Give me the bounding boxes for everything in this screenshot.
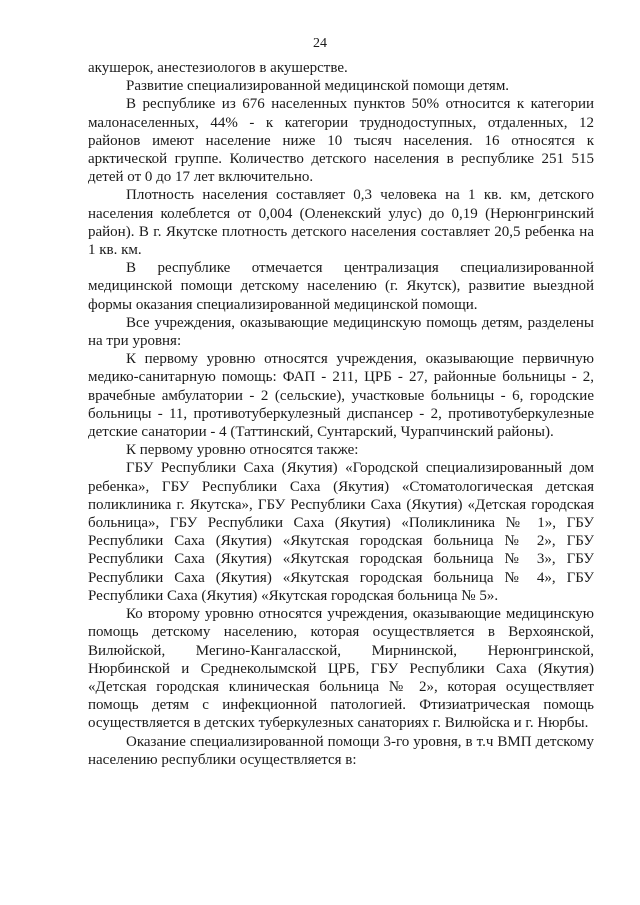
paragraph-first-level-also: К первому уровню относятся также: — [126, 442, 359, 459]
page-number: 24 — [313, 36, 327, 51]
paragraph-continuation: акушерок, анестезиологов в акушерстве. — [88, 60, 348, 76]
document-body — [88, 59, 594, 769]
paragraph-centralization: В республике отмечается централизация специализированной медицинской помощи детскому населению (г. Якутск), развитие выездной формы оказания специализированной медицинской помощи. — [88, 260, 594, 313]
paragraph-levels-intro: Все учреждения, оказывающие медицинскую помощь детям, разделены на три уровня: — [88, 314, 594, 350]
paragraph-first-level-institutions: ГБУ Республики Саха (Якутия) «Городской специализированный дом ребенка», ГБУ Республики Саха (Якутия) «Стоматологическая детская поликлиника г. Якутска», ГБУ Республики Саха (Якутия) «Детская городская больница», ГБУ Республики Саха (Якутия) «Поликлиника № 1», ГБУ Республики Саха (Якутия) «Якутская городская больница № 2», ГБУ Республики Саха (Якутия) «Якутская городская больница № 3», ГБУ Республики Саха (Якутия) «Якутская городская больница № 4», ГБУ Республики Саха (Якутия) «Якутская городская больница № 5». — [88, 460, 594, 604]
section-heading: Развитие специализированной медицинской помощи детям. — [126, 78, 510, 95]
paragraph-settlements: В республике из 676 населенных пунктов 50% относится к категории малонаселенных, 44% - к категории труднодоступных, отдаленных, 12 районов имеют население ниже 10 тысяч населения. 16 относятся к арктической группе. Количество детского населения в республике 251 515 детей от 0 до 17 лет включительно. — [88, 96, 594, 186]
paragraph-third-level: Оказание специализированной помощи 3-го уровня, в т.ч ВМП детскому населению республики осуществляется в: — [88, 733, 594, 768]
paragraph-second-level: Ко второму уровню относятся учреждения, оказывающие медицинскую помощь детскому населению, которая осуществляется в Верхоянской, Вилюйской, Мегино-Кангаласской, Мирнинской, Нерюнгринской, Нюрбинской и Среднеколымской ЦРБ, ГБУ Республики Саха (Якутия) «Детская городская клиническая больница № 2», которая осуществляет помощь детям с инфекционной патологией. Фтизиатрическая помощь осуществляется в детских туберкулезных санаториях г. Вилюйска и г. Нюрбы. — [88, 606, 594, 732]
paragraph-density: Плотность населения составляет 0,3 человека на 1 кв. км, детского населения колеблется от 0,004 (Оленекский улус) до 0,19 (Нерюнгринский район). В г. Якутске плотность детского населения составляет 20,5 ребенка на 1 кв. км. — [88, 187, 594, 259]
paragraph-first-level: К первому уровню относятся учреждения, оказывающие первичную медико-санитарную помощь: ФАП - 211, ЦРБ - 27, районные больницы - 2, врачебные амбулатории - 2 (сельские), участковые больницы - 6, городские больницы - 11, противотуберкулезный диспансер - 2, противотуберкулезные детские санатории - 4 (Таттинский, Сунтарский, Чурапчинский районы). — [88, 351, 594, 441]
